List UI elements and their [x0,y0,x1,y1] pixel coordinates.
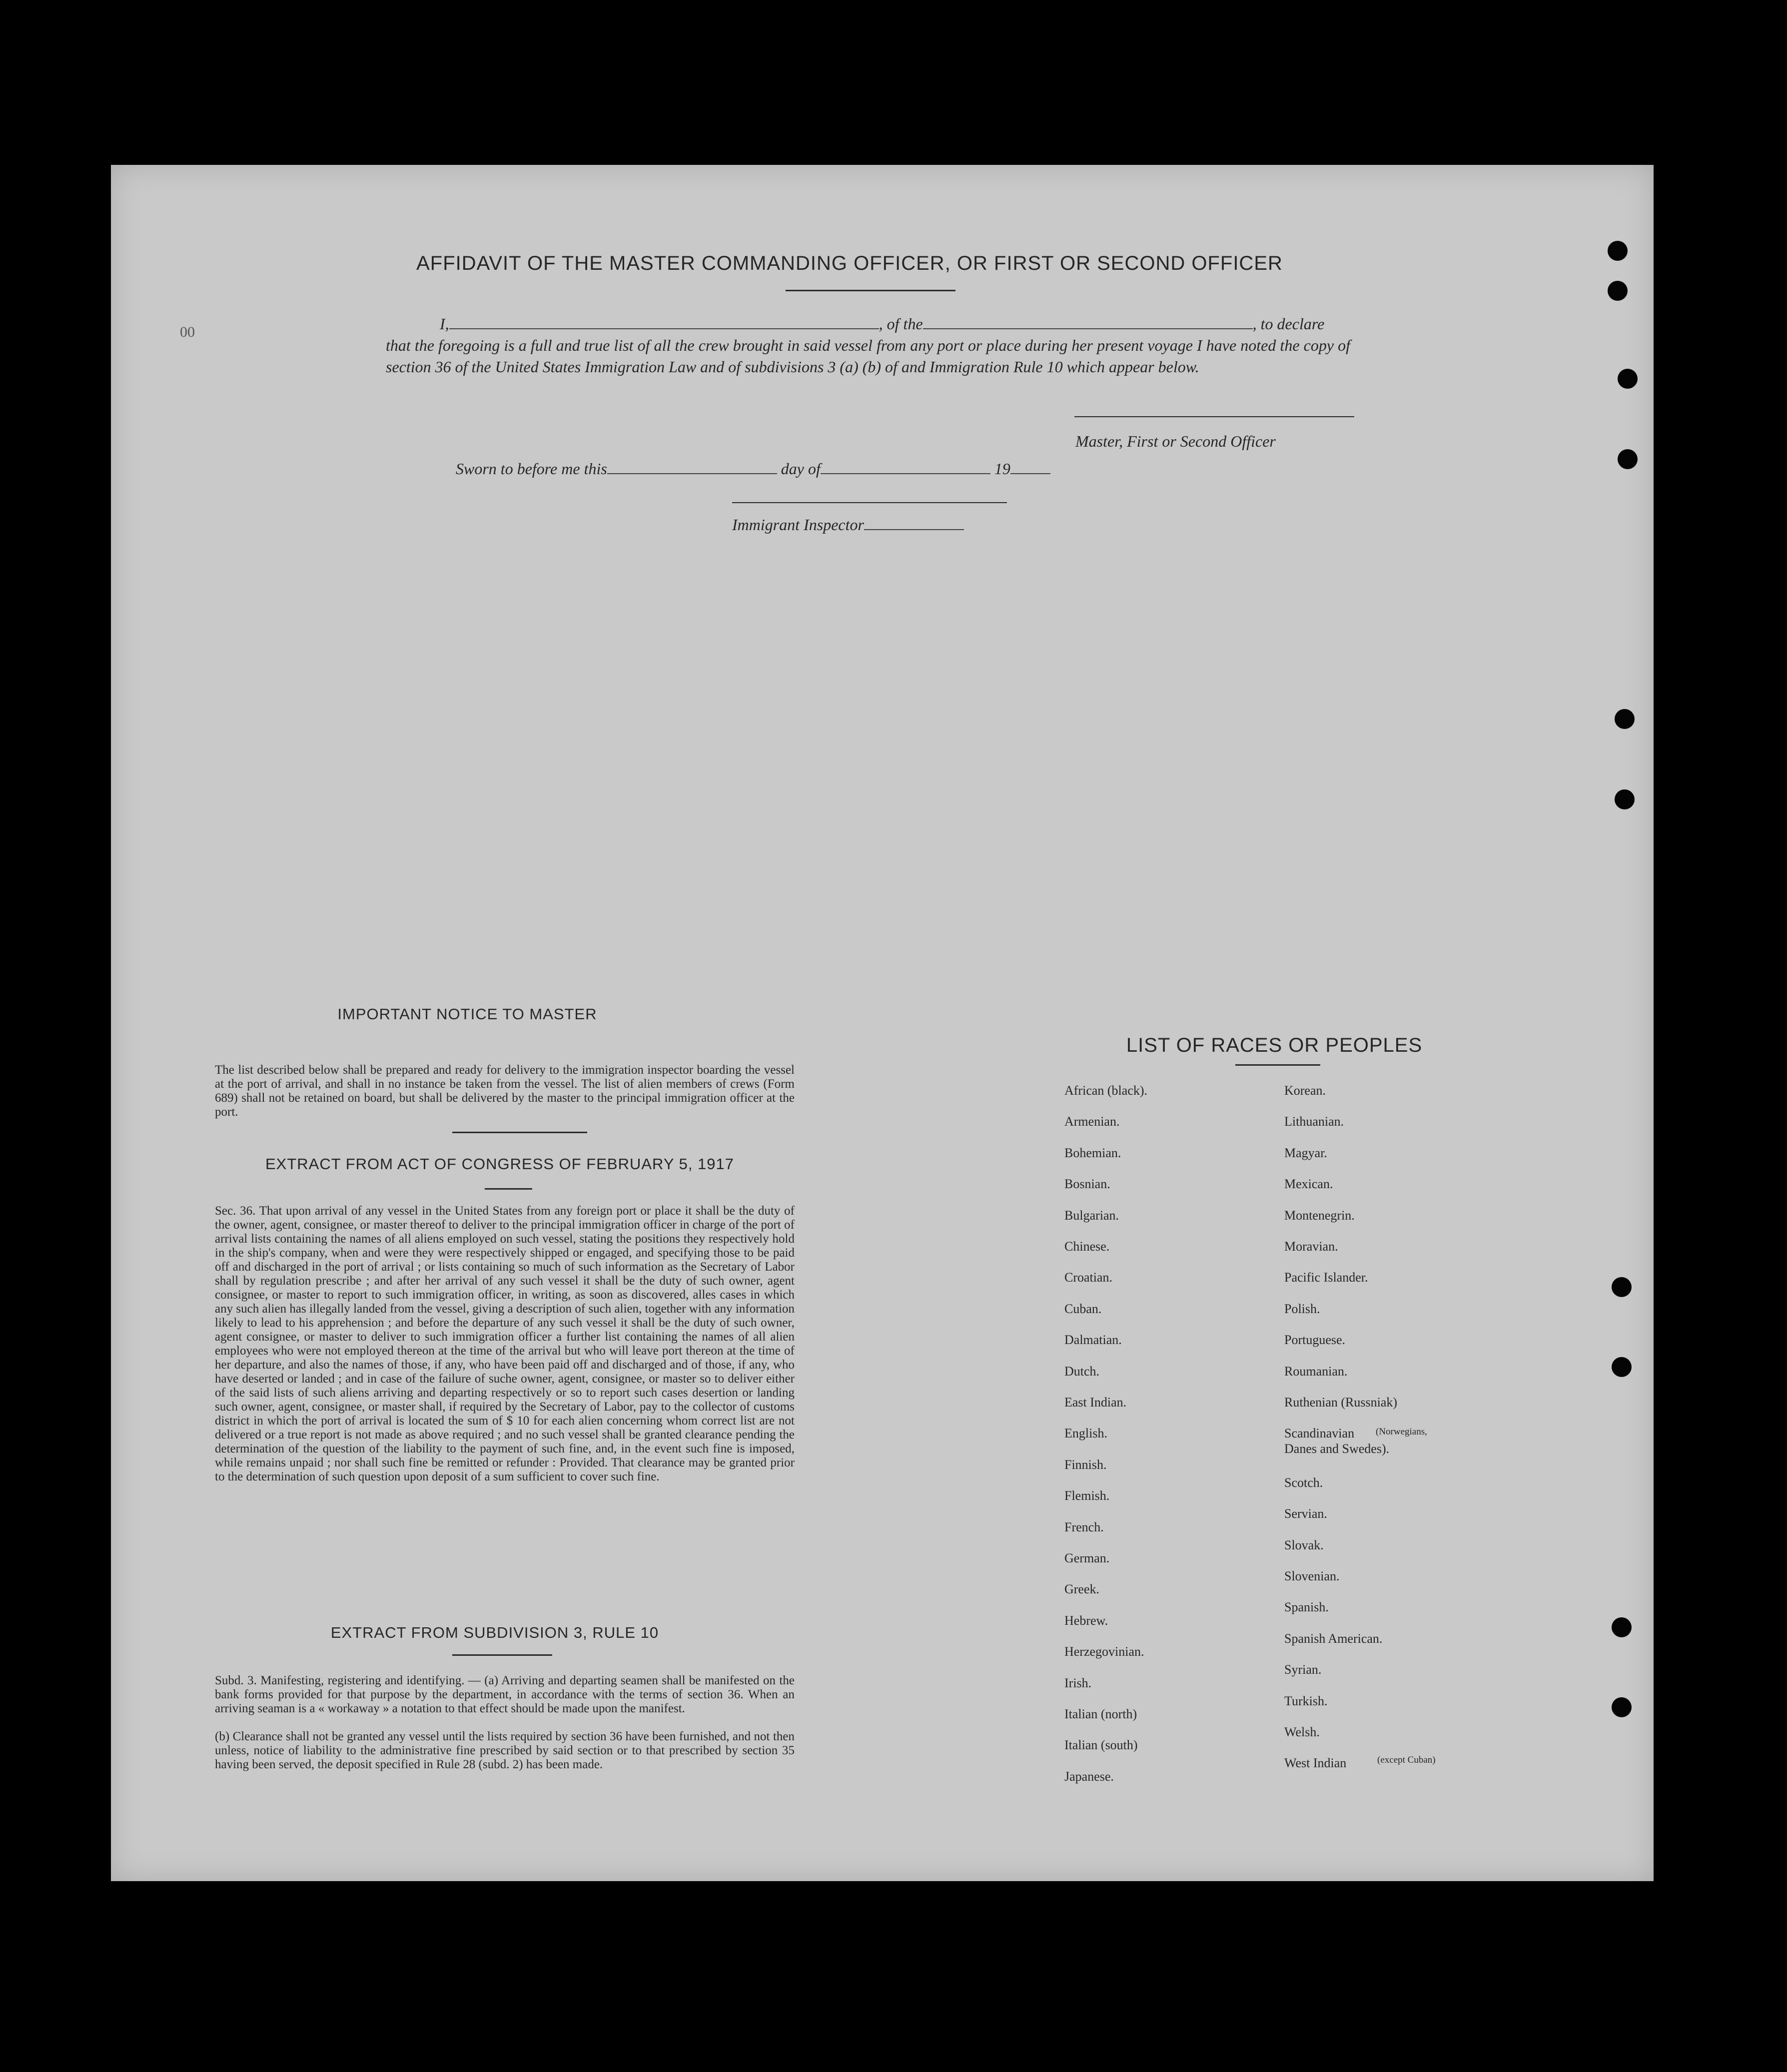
race-item: Herzegovinian. [1064,1644,1144,1659]
race-item: Roumanian. [1284,1364,1348,1379]
signature-line[interactable] [1074,416,1354,417]
binder-hole [1615,709,1635,729]
declaration-body: that the foregoing is a full and true list of all the crew brought in said vessel from any port or place during her present voyage I have noted the copy of section 36 of the United States Immigration Law and of subdivisions 3 (a) (b) of and Immigration Rule 10 which appear below. [386,336,1350,376]
race-item: Flemish. [1064,1488,1110,1503]
extract-rule-title: EXTRACT FROM SUBDIVISION 3, RULE 10 [330,1624,659,1641]
race-item: Armenian. [1064,1114,1120,1129]
race-item: East Indian. [1064,1395,1127,1409]
signature-label: Master, First or Second Officer [1075,432,1276,450]
extract-act-text: Sec. 36. That upon arrival of any vessel in the United States from any foreign port or place it shall be the duty of the owner, agent, consignee, or master thereof to deliver to the principal immigration officer in charge of the port of arrival lists containing the names of all aliens employed on such vessel, stating the positions they respectively hold in the ship's company, when and were they were respectively shipped or engaged, and specifying those to be paid off and discharged in the port of arrival ; or lists containing so much of such information as the Secretary of Labor shall by regulation prescribe ; and after her arrival of any such vessel it shall be the duty of such owner, agent consignee, or master to report to such immigration officer, in writing, as soon as discovered, alles cases in which any such alien has illegally landed from the vessel, giving a description of such alien, together with any information likely to lead to his apprehension ; and before the departure of any such vessel it shall be the duty of such owner, agent consignee, or master to deliver to such immigration officer a further list containing the names of all alien employees who were not employed thereon at the time of the arrival but who will leave port thereon at the time of her departure, and also the names of those, if any, who have been paid off and discharged and of those, if any, who have deserted or landed ; and in case of the failure of suche owner, agent, consignee, or master so to deliver either of the said lists of such aliens arriving and departing respectively or so to report such cases desertion or landing such owner, agent, consignee, or master shall, if required by the Secretary of Labor, pay to the collector of customs district in which the port of arrival is located the sum of $ 10 for each alien concerning whom correct list are not delivered or a true report is not made as above required ; and no such vessel shall be granted clearance pending the determination of the question of the liability to the payment of such fine, and, in the event such fine is imposed, while remains unpaid ; nor shall such fine be remitted or refunder : Provided. That clearance may be granted prior to the determination of such question upon deposit of a sum sufficient to cover such fine. [215,1204,795,1483]
west-indian-note: (except Cuban) [1377,1755,1436,1765]
extract-act-title: EXTRACT FROM ACT OF CONGRESS OF FEBRUARY 5, 1917 [265,1155,735,1173]
race-item: English. [1064,1426,1107,1441]
race-item: German. [1064,1551,1110,1565]
scandinavian-note: (Norwegians, [1376,1426,1427,1437]
year-label: 19 [994,460,1010,478]
extract-act-rule [485,1188,532,1190]
binder-hole [1618,449,1638,469]
race-item: Portuguese. [1284,1333,1346,1348]
race-item: Korean. [1284,1083,1326,1098]
race-item: Bosnian. [1064,1177,1110,1192]
race-item: Dutch. [1064,1364,1100,1379]
binder-hole [1608,241,1628,261]
title-rule [786,290,955,291]
day-of-label: day of [781,460,821,478]
of-the-label: , of the [879,315,923,333]
race-item: Syrian. [1284,1662,1322,1677]
notice-rule [452,1132,587,1133]
race-item: Bohemian. [1064,1145,1121,1160]
i-label: I, [440,315,449,333]
race-item: Slovenian. [1284,1569,1340,1583]
race-item: Scotch. [1284,1475,1323,1490]
scandinavian-note-2: Danes and Swedes). [1284,1441,1390,1456]
race-item: Chinese. [1064,1239,1110,1254]
race-item: Dalmatian. [1064,1333,1122,1348]
race-item: Polish. [1284,1301,1320,1316]
race-item: Moravian. [1284,1239,1338,1254]
declaration-line [440,315,1324,333]
inspector-label: Immigrant Inspector [732,516,864,534]
race-item: Japanese. [1064,1769,1114,1784]
sworn-day-field[interactable] [607,460,777,474]
inspector-line-2 [732,516,964,534]
race-item: Ruthenian (Russniak) [1284,1395,1398,1409]
races-title: LIST OF RACES OR PEOPLES [1126,1034,1423,1056]
race-item: Finnish. [1064,1457,1107,1472]
race-item: Turkish. [1284,1693,1328,1708]
sworn-line [456,460,1050,478]
race-item: Mexican. [1284,1177,1333,1192]
binder-hole [1615,789,1635,809]
extract-rule-rule [452,1654,552,1656]
extract-rule-text-b: (b) Clearance shall not be granted any vessel until the lists required by section 36 have been furnished, and not then unless, notice of liability to the administrative fine prescribed by said section or to that prescribed by section 35 having been served, the deposit specified in Rule 28 (subd. 2) has been made. [215,1730,795,1771]
binder-hole [1608,281,1628,301]
race-item: Slovak. [1284,1537,1324,1552]
notice-title: IMPORTANT NOTICE TO MASTER [337,1005,597,1023]
race-item: Lithuanian. [1284,1114,1344,1129]
race-item: Pacific Islander. [1284,1270,1368,1285]
vessel-name-field[interactable] [923,315,1253,329]
race-item: African (black). [1064,1083,1148,1098]
race-item: Bulgarian. [1064,1208,1119,1223]
binder-hole [1618,369,1638,389]
to-declare-label: , to declare [1252,315,1325,333]
binder-hole [1612,1617,1632,1637]
race-item: Cuban. [1064,1301,1102,1316]
race-item: Montenegrin. [1284,1208,1355,1223]
inspector-field[interactable] [864,516,964,530]
race-item: West Indian [1284,1756,1347,1771]
race-item: Irish. [1064,1675,1092,1690]
notice-text: The list described below shall be prepared and ready for delivery to the immigration inspector boarding the vessel at the port of arrival, and shall in no instance be taken from the vessel. The list of alien members of crews (Form 689) shall not be retained on board, but shall be delivered by the master to the principal immigration officer at the port. [215,1063,795,1119]
race-item: French. [1064,1519,1104,1534]
race-item: Servian. [1284,1506,1327,1521]
race-item: Greek. [1064,1582,1100,1597]
race-item: Croatian. [1064,1270,1113,1285]
race-item: Hebrew. [1064,1613,1108,1628]
binder-hole [1612,1277,1632,1297]
race-item: Spanish American. [1284,1631,1383,1646]
race-item: Italian (north) [1064,1707,1137,1721]
inspector-line[interactable] [732,502,1007,503]
sworn-year-field[interactable] [1010,460,1050,474]
race-item: Scandinavian [1284,1426,1355,1441]
officer-name-field[interactable] [449,315,879,329]
binder-hole [1612,1697,1632,1717]
extract-rule-text-a: Subd. 3. Manifesting, registering and identifying. — (a) Arriving and departing seamen shall be manifested on the bank forms provided for that purpose by the department, in accordance with the terms of section 36. When an arriving seaman is a « workaway » a notation to that effect should be made upon the manifest. [215,1674,795,1715]
margin-mark: 00 [180,324,195,340]
race-item: Welsh. [1284,1725,1320,1739]
sworn-month-field[interactable] [821,460,990,474]
sworn-label: Sworn to before me this [456,460,607,478]
binder-hole [1612,1357,1632,1377]
race-item: Spanish. [1284,1600,1329,1615]
race-item: Italian (south) [1064,1738,1138,1753]
race-item: Magyar. [1284,1145,1327,1160]
races-rule [1235,1064,1320,1066]
bleed-through-text [899,205,985,224]
affidavit-title: AFFIDAVIT OF THE MASTER COMMANDING OFFICER, OR FIRST OR SECOND OFFICER [416,252,1283,274]
